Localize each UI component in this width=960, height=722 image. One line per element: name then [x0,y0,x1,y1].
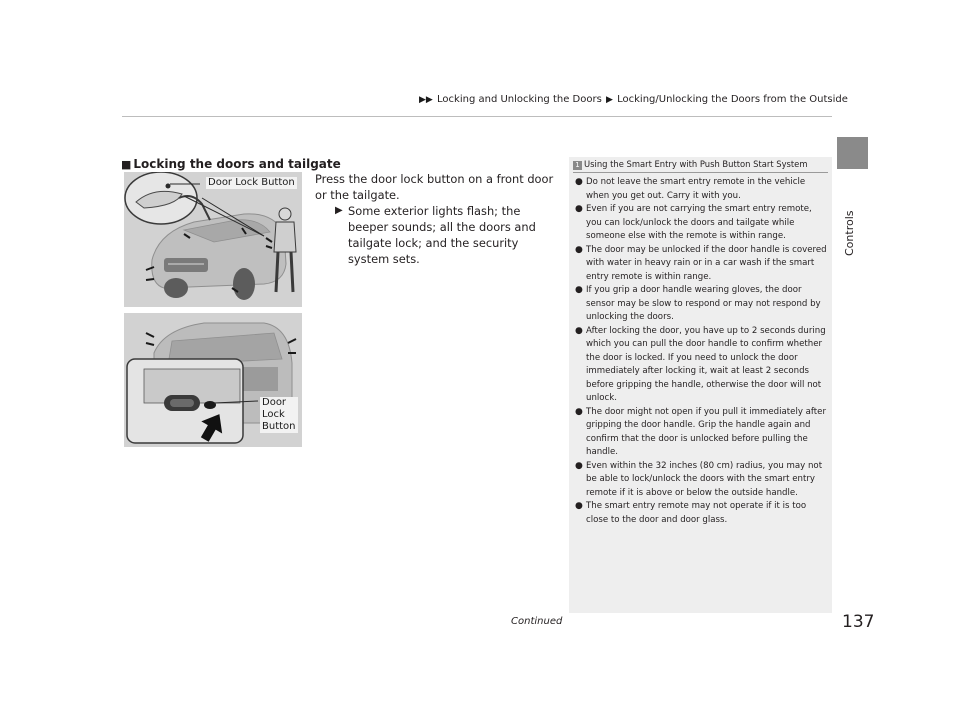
bullet-icon: ● [575,325,583,336]
list-item: ● Do not leave the smart entry remote in the vehicle when you get out. Carry it with you. [575,177,806,201]
suv-front-icon [124,172,302,307]
breadcrumb [418,94,848,105]
list-item: ● The smart entry remote may not operate if it is too close to the door and door glass. [575,501,807,525]
tailgate-illustration [124,313,302,447]
bullet-icon: ● [575,244,583,255]
notes-sidebar [569,157,832,613]
arrow-icon: ▶ [606,95,613,105]
bullet-icon: ● [575,460,583,471]
header-divider [122,116,832,117]
result-text: ▶ Some exterior lights flash; the beeper sounds; all the doors and tailgate lock; and the security system sets. [335,204,536,266]
reference-number-badge: 1 [573,161,582,170]
list-item: ● Even if you are not carrying the smart entry remote, you can lock/unlock the doors and tailgate while someone else with the remote is within range. [575,204,812,241]
list-item: ● The door may be unlocked if the door handle is covered with water in heavy rain or in a car wash if the smart entry remote is within range. [575,244,827,282]
door-lock-button-callout-tailgate: Door Lock Button [262,397,296,432]
square-bullet-icon: ■ [121,158,132,171]
door-lock-button-callout: Door Lock Button [208,177,295,188]
page-number: 137 [842,612,875,632]
chapter-tab [837,137,868,169]
instruction-text: Press the door lock button on a front door or the tailgate. [315,172,554,202]
section-body [315,171,555,267]
sidebar-divider [573,172,828,173]
continued-label: Continued [511,616,563,627]
list-item: ● Even within the 32 inches (80 cm) radius, you may not be able to lock/unlock the doors with the smart entry remote if it is above or below the outside handle. [575,460,823,498]
result-arrow-icon: ▶ [335,205,343,216]
chapter-label[interactable]: Controls [843,210,856,256]
section-heading: ■ Locking the doors and tailgate [121,157,341,171]
list-item: ● The door might not open if you pull it immediately after gripping the door handle. Grip the handle again and confirm that the door is unlocked before pulling the handle. [575,406,826,457]
notes-list [575,176,827,527]
list-item: ● If you grip a door handle wearing gloves, the door sensor may be slow to respond or may not respond by unlocking the doors. [575,285,821,322]
double-arrow-icon: ▶▶ [419,95,433,105]
bullet-icon: ● [575,285,583,295]
bullet-icon: ● [575,501,583,511]
sidebar-title: 1 Using the Smart Entry with Push Button Start System [573,159,808,170]
bullet-icon: ● [575,204,583,214]
bullet-icon: ● [575,177,583,187]
breadcrumb-item[interactable]: Locking and Unlocking the Doors [437,94,602,105]
bullet-icon: ● [575,406,583,417]
front-door-illustration [124,172,302,307]
breadcrumb-item[interactable]: Locking/Unlocking the Doors from the Outside [617,94,848,105]
list-item: ● After locking the door, you have up to 2 seconds during which you can pull the door handle to confirm whether the door is locked. If you need to unlock the door immediately after locking it, wait at least 2 seconds before gripping the handle, otherwise the door will not unlock. [575,325,826,403]
